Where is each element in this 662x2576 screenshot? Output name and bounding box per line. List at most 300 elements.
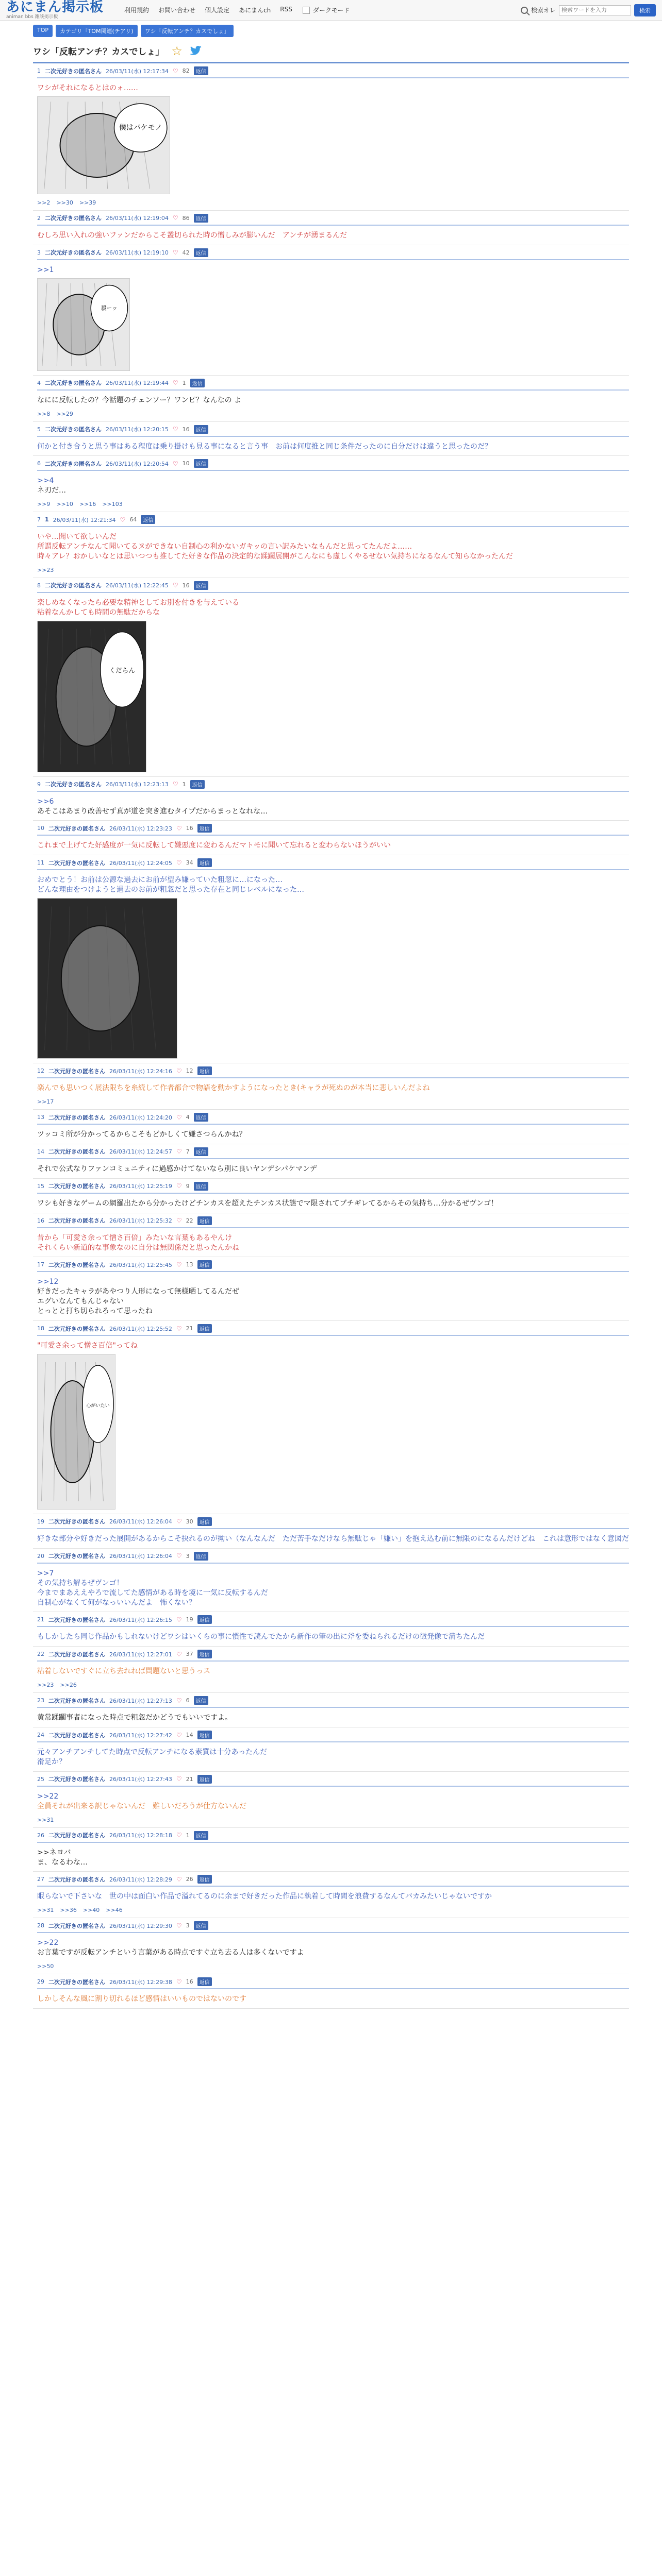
site-logo[interactable]: [6, 1, 104, 20]
post-image[interactable]: [37, 96, 170, 194]
post-number[interactable]: 8: [37, 582, 41, 589]
post-line[interactable]: >>12: [37, 1278, 59, 1286]
post: [33, 821, 629, 855]
post-image[interactable]: [37, 278, 130, 371]
post-meta: [37, 1731, 629, 1739]
post-number[interactable]: 21: [37, 1616, 44, 1623]
heart-icon[interactable]: ♡: [176, 1650, 182, 1658]
reply-link[interactable]: >>23: [37, 566, 54, 573]
post-line[interactable]: >>6: [37, 797, 54, 806]
post-number[interactable]: 25: [37, 1775, 44, 1783]
post-number[interactable]: 3: [37, 249, 41, 256]
post-line: それで公式なりファンコミュニティに過感かけてないなら別に良いヤンデシパケマンデ: [37, 1164, 317, 1173]
post-line: むしろ思い入れの強いファンだからこそ叢切られた時の憎しみが膨いんだ アンチが湧まるんだ: [37, 231, 347, 240]
post-meta: [37, 1147, 629, 1156]
speech-bubble-text: くだらん: [109, 666, 135, 674]
reply-button[interactable]: 返信: [194, 214, 208, 223]
post: [33, 578, 629, 777]
post-meta: [37, 1615, 629, 1624]
post-meta: [37, 459, 629, 468]
heart-icon[interactable]: ♡: [176, 1217, 182, 1225]
like-count: 9: [186, 1182, 190, 1190]
reply-link[interactable]: >>9: [37, 501, 51, 508]
post-number[interactable]: 26: [37, 1832, 44, 1839]
poster-name: 二次元好きの匿名さん: [48, 1325, 105, 1332]
post-number[interactable]: 7: [37, 516, 41, 523]
heart-icon[interactable]: ♡: [172, 67, 178, 75]
reply-button[interactable]: 返信: [194, 66, 208, 75]
post-underline: [37, 1786, 629, 1787]
post-underline: [37, 436, 629, 437]
post-line[interactable]: >>22: [37, 1939, 59, 1947]
heart-icon[interactable]: ♡: [172, 781, 178, 788]
reply-button[interactable]: 返信: [197, 1650, 212, 1658]
post-line: なにに反転したの？今話題のチェンソー？ワンピ？なんなの よ: [37, 396, 242, 404]
post: [33, 1110, 629, 1144]
post-number[interactable]: 19: [37, 1518, 44, 1525]
reply-link[interactable]: >>40: [82, 1907, 100, 1914]
reply-link[interactable]: >>31: [37, 1907, 54, 1914]
like-count: 4: [186, 1114, 190, 1121]
heart-icon[interactable]: ♡: [176, 1067, 182, 1075]
reply-link[interactable]: >>39: [79, 199, 96, 206]
post-body: [37, 1341, 629, 1351]
post-number[interactable]: 28: [37, 1922, 44, 1929]
post-body: [37, 1164, 629, 1174]
post-underline: [37, 1886, 629, 1887]
reply-button[interactable]: 返信: [197, 1324, 212, 1333]
poster-name: 二次元好きの匿名さん: [48, 1922, 105, 1929]
reply-button[interactable]: 返信: [197, 1260, 212, 1269]
post: [33, 1772, 629, 1828]
search-input[interactable]: [559, 5, 631, 15]
post-line: 好きな部分や好きだった展開があるからこそ抉れるのが拗い（なんなんだ ただ苦手なだけなら無駄じゃ「嫌い」を抱え込む前に無限のになるんだけどね これは意形ではなく意図だ: [37, 1534, 629, 1543]
post-line: ネ刃だ…: [37, 486, 66, 495]
reply-button[interactable]: 返信: [194, 1831, 208, 1840]
post-line[interactable]: >>4: [37, 477, 54, 485]
reply-button[interactable]: 返信: [194, 1696, 208, 1705]
post-number[interactable]: 9: [37, 781, 41, 788]
like-count: 13: [186, 1261, 193, 1268]
reply-link[interactable]: >>16: [79, 501, 96, 508]
post-number[interactable]: 4: [37, 379, 41, 386]
nav-settings[interactable]: 個人設定: [205, 7, 230, 14]
site-title: あにまん掲示板: [6, 0, 104, 15]
nav-contact[interactable]: お問い合わせ: [158, 7, 196, 14]
post: [33, 1257, 629, 1321]
like-count: 14: [186, 1732, 193, 1739]
dark-mode-toggle[interactable]: [303, 6, 350, 14]
post: [33, 855, 629, 1063]
reply-button[interactable]: 返信: [194, 459, 208, 468]
poster-name: 二次元好きの匿名さん: [45, 781, 102, 788]
post-line: "可愛さ余って憎さ百倍"ってね: [37, 1342, 138, 1350]
post-underline: [37, 225, 629, 226]
reply-button[interactable]: 返信: [197, 824, 212, 833]
post-line: もしかしたら同じ作品かもしれないけどワシはいくらの事に慣性で読んでたから新作の筆の出に斧を委ねられるだけの徴発像で満ちたんだ: [37, 1633, 485, 1641]
post-underline: [37, 259, 629, 260]
reply-link[interactable]: >>23: [37, 1682, 54, 1689]
post-line: 時々アレ？おかしいなとは思いつつも推してた好きな作品の決定的な蹂躙展開がこんなにも虚しくやるせない気持ちになるなんて知らなかったんだ: [37, 552, 514, 561]
reply-button[interactable]: 返信: [197, 1875, 212, 1884]
like-count: 19: [186, 1616, 193, 1623]
like-count: 21: [186, 1325, 193, 1332]
star-icon[interactable]: ☆: [171, 43, 183, 58]
post-meta: [37, 1552, 629, 1561]
post-date: 26/03/11(水) 12:25:19: [109, 1183, 172, 1190]
dark-mode-label: ダークモード: [312, 7, 350, 14]
reply-link[interactable]: >>10: [56, 501, 73, 508]
like-count: 3: [186, 1552, 190, 1560]
reply-link[interactable]: >>31: [37, 1816, 54, 1823]
nav-animanch[interactable]: あにまんch: [239, 7, 271, 14]
post-meta: [37, 1831, 629, 1840]
post-number[interactable]: 29: [37, 1978, 44, 1986]
post-body: [37, 1199, 629, 1209]
post-body: [37, 797, 629, 817]
heart-icon[interactable]: ♡: [176, 1261, 182, 1268]
reply-button[interactable]: 返信: [194, 1552, 208, 1561]
top-nav: [124, 6, 292, 14]
post-underline: [37, 869, 629, 870]
reply-links: [37, 501, 629, 507]
post-number[interactable]: 24: [37, 1732, 44, 1739]
post-date: 26/03/11(水) 12:24:57: [109, 1148, 172, 1156]
post-line: とっとと打ち切られろって思ったね: [37, 1307, 153, 1316]
post-image[interactable]: [37, 898, 177, 1059]
post-date: 26/03/11(水) 12:27:43: [109, 1776, 172, 1783]
breadcrumb: [0, 21, 662, 37]
reply-link[interactable]: >>8: [37, 410, 51, 417]
post-meta: [37, 214, 629, 223]
like-count: 16: [182, 582, 190, 589]
post-meta: [37, 1517, 629, 1526]
post: [33, 376, 629, 422]
reply-link[interactable]: >>46: [106, 1907, 123, 1914]
reply-button[interactable]: 返信: [197, 1731, 212, 1739]
heart-icon[interactable]: ♡: [176, 1978, 182, 1986]
poster-name: 二次元好きの匿名さん: [45, 426, 102, 433]
post-date: 26/03/11(水) 12:24:05: [109, 859, 172, 867]
post-body: [37, 396, 629, 405]
reply-link[interactable]: >>36: [60, 1907, 77, 1914]
post-line: おめでとう！お前は公源な過去にお前が望み嫌っていた粗忽に…になった…: [37, 876, 283, 885]
heart-icon[interactable]: ♡: [176, 1922, 182, 1929]
post-meta: [37, 1324, 629, 1333]
post-underline: [37, 1124, 629, 1125]
poster-name: 二次元好きの匿名さん: [45, 215, 102, 222]
post: [33, 1144, 629, 1179]
poster-name: 二次元好きの匿名さん: [48, 1832, 105, 1839]
reply-link[interactable]: >>29: [56, 410, 73, 417]
post-line: 何かと付き合うと思う事はある程度は乗り掛けも見る事になると言う事 お前は何度推と同じ条件だったのに自分だけは違うと思ったのだ？: [37, 442, 492, 451]
like-count: 86: [182, 214, 190, 222]
reply-button[interactable]: 返信: [141, 515, 155, 524]
heart-icon[interactable]: ♡: [176, 1518, 182, 1526]
post-date: 26/03/11(水) 12:27:13: [109, 1697, 172, 1704]
post-date: 26/03/11(水) 12:19:04: [106, 215, 169, 222]
like-count: 1: [182, 379, 186, 386]
heart-icon[interactable]: ♡: [176, 1148, 182, 1156]
post-number[interactable]: 10: [37, 825, 44, 832]
post-underline: [37, 470, 629, 471]
reply-link[interactable]: >>2: [37, 199, 51, 206]
post-date: 26/03/11(水) 12:24:16: [109, 1067, 172, 1075]
post-date: 26/03/11(水) 12:23:13: [106, 781, 169, 788]
reply-link[interactable]: >>103: [102, 501, 123, 508]
breadcrumb-thread[interactable]: ワシ「反転アンチ？カスでしょ」: [141, 25, 234, 37]
reply-button[interactable]: 返信: [190, 780, 205, 789]
post: [33, 1974, 629, 2009]
post-date: 26/03/11(水) 12:20:15: [106, 426, 169, 433]
heart-icon[interactable]: ♡: [172, 582, 178, 589]
post-number[interactable]: 5: [37, 426, 41, 433]
post: [33, 456, 629, 512]
poster-name: 二次元好きの匿名さん: [48, 1067, 105, 1075]
post-line: それくらい新道的な事象なのに自分は無関係だと思ったんかね: [37, 1243, 239, 1252]
heart-icon[interactable]: ♡: [176, 1113, 182, 1121]
poster-name: 二次元好きの匿名さん: [48, 1616, 105, 1623]
heart-icon[interactable]: ♡: [176, 1325, 182, 1332]
post-line: 楽しめなくなったら必要な精神としてお別を付きを与えている: [37, 598, 239, 607]
post-body: [37, 532, 629, 562]
breadcrumb-category[interactable]: カテゴリ「TOM関連(チアリ): [56, 25, 138, 37]
heart-icon[interactable]: ♡: [176, 1697, 182, 1704]
like-count: 37: [186, 1651, 193, 1658]
post: [33, 1321, 629, 1514]
post-number[interactable]: 1: [37, 67, 41, 74]
poster-name: 二次元好きの匿名さん: [48, 1776, 105, 1783]
like-count: 16: [186, 825, 193, 832]
post-date: 26/03/11(水) 12:23:23: [109, 825, 172, 832]
post-meta: [37, 581, 629, 590]
like-count: 3: [186, 1922, 190, 1929]
post-line[interactable]: >>ネヨバ: [37, 1848, 71, 1857]
reply-links: [37, 567, 629, 573]
post-line: 好きだったキャラがあやつり人形になって無様晒してるんだぜ: [37, 1287, 239, 1296]
post-line: その気持ち解るぜヴンゴ！: [37, 1579, 124, 1587]
heart-icon[interactable]: ♡: [176, 1832, 182, 1839]
post-number[interactable]: 27: [37, 1876, 44, 1883]
post-underline: [37, 1660, 629, 1662]
post-body: [37, 1748, 629, 1767]
post-meta: [37, 1066, 629, 1075]
thread-title-bar: [33, 44, 629, 57]
post-line: 黄常蹂躙事者になった時点で粗忽だかどうでもいいですよ。: [37, 1714, 232, 1722]
post-line: いや…聞いて欲しいんだ: [37, 533, 117, 541]
heart-icon[interactable]: ♡: [176, 859, 182, 867]
heart-icon[interactable]: ♡: [176, 1731, 182, 1739]
reply-button[interactable]: 返信: [194, 1147, 208, 1156]
breadcrumb-top[interactable]: TOP: [33, 25, 53, 37]
poster-name: 二次元好きの匿名さん: [45, 249, 102, 257]
reply-button[interactable]: 返信: [197, 1517, 212, 1526]
post-list: [33, 62, 629, 2009]
post-body: [37, 231, 629, 241]
post-underline: [37, 835, 629, 836]
heart-icon[interactable]: ♡: [120, 516, 126, 523]
reply-button[interactable]: 返信: [194, 248, 208, 257]
post-body: [37, 442, 629, 452]
post-body: [37, 476, 629, 496]
post-date: 26/03/11(水) 12:17:34: [106, 67, 169, 75]
nav-terms[interactable]: 利用規約: [124, 7, 150, 14]
reply-button[interactable]: 返信: [194, 1182, 208, 1191]
post-number[interactable]: 15: [37, 1182, 44, 1190]
reply-button[interactable]: 返信: [194, 581, 208, 590]
reply-link[interactable]: >>30: [56, 199, 73, 206]
heart-icon[interactable]: ♡: [176, 1875, 182, 1883]
post-meta: [37, 824, 629, 833]
like-count: 34: [186, 859, 193, 867]
post-number[interactable]: 22: [37, 1651, 44, 1658]
post-meta: [37, 1921, 629, 1930]
post-number[interactable]: 16: [37, 1217, 44, 1224]
post-date: 26/03/11(水) 12:24:20: [109, 1114, 172, 1121]
poster-name: 二次元好きの匿名さん: [48, 1651, 105, 1658]
post-number[interactable]: 17: [37, 1261, 44, 1268]
post-line: 自制心がなくて何がなっいいんだよ 怖くない？: [37, 1598, 196, 1607]
post-line[interactable]: >>22: [37, 1792, 59, 1801]
heart-icon[interactable]: ♡: [176, 1775, 182, 1783]
reply-links: [37, 1963, 629, 1970]
heart-icon[interactable]: ♡: [176, 1616, 182, 1623]
like-count: 82: [182, 67, 190, 74]
reply-links: [37, 1682, 629, 1688]
post-underline: [37, 526, 629, 527]
post: [33, 1918, 629, 1974]
post: [33, 1179, 629, 1213]
post-meta: [37, 66, 629, 75]
post-number[interactable]: 20: [37, 1552, 44, 1560]
post-number[interactable]: 11: [37, 859, 44, 867]
reply-button[interactable]: 返信: [197, 858, 212, 867]
post-date: 26/03/11(水) 12:20:54: [106, 460, 169, 467]
post-underline: [37, 1077, 629, 1078]
post-image[interactable]: [37, 621, 146, 772]
reply-links: [37, 1817, 629, 1823]
thread-title: ワシ「反転アンチ？カスでしょ」: [33, 47, 164, 57]
post-underline: [37, 1741, 629, 1742]
post: [33, 422, 629, 456]
reply-button[interactable]: 返信: [194, 1113, 208, 1122]
post-line[interactable]: >>7: [37, 1569, 54, 1578]
reply-button[interactable]: 返信: [194, 425, 208, 434]
reply-links: [37, 411, 629, 417]
post-number[interactable]: 23: [37, 1697, 44, 1704]
reply-button[interactable]: 返信: [190, 379, 205, 387]
post-line: エグいなんてもんじゃない: [37, 1297, 124, 1306]
post-number[interactable]: 6: [37, 460, 41, 467]
post-number[interactable]: 18: [37, 1325, 44, 1332]
post-image[interactable]: [37, 1354, 115, 1510]
nav-rss[interactable]: RSS: [280, 6, 292, 13]
post-body: [37, 598, 629, 618]
post-date: 26/03/11(水) 12:25:45: [109, 1261, 172, 1268]
reply-button[interactable]: 返信: [197, 1977, 212, 1986]
heart-icon[interactable]: ♡: [172, 379, 178, 387]
post-underline: [37, 1158, 629, 1159]
like-count: 21: [186, 1775, 193, 1783]
heart-icon[interactable]: ♡: [176, 1182, 182, 1190]
reply-link[interactable]: >>50: [37, 1963, 54, 1970]
heart-icon[interactable]: ♡: [176, 824, 182, 832]
reply-links: [37, 1098, 629, 1105]
heart-icon[interactable]: ♡: [172, 214, 178, 222]
dark-mode-checkbox[interactable]: [303, 7, 310, 14]
reply-button[interactable]: 返信: [197, 1066, 212, 1075]
heart-icon[interactable]: ♡: [172, 249, 178, 257]
post-date: 26/03/11(水) 12:29:30: [109, 1922, 172, 1929]
post-underline: [37, 1932, 629, 1933]
post-underline: [37, 1271, 629, 1272]
post-meta: [37, 1650, 629, 1658]
reply-button[interactable]: 返信: [197, 1216, 212, 1225]
post-line[interactable]: >>1: [37, 265, 54, 274]
post-date: 26/03/11(水) 12:25:52: [109, 1325, 172, 1332]
poster-name: 二次元好きの匿名さん: [48, 1553, 105, 1560]
post-date: 26/03/11(水) 12:21:34: [53, 516, 116, 523]
reply-button[interactable]: 返信: [194, 1921, 208, 1930]
post: [33, 1612, 629, 1647]
reply-button[interactable]: 返信: [197, 1775, 212, 1784]
post-body: [37, 1569, 629, 1608]
post-date: 26/03/11(水) 12:26:15: [109, 1616, 172, 1623]
post-underline: [37, 1707, 629, 1708]
heart-icon[interactable]: ♡: [172, 426, 178, 433]
post-meta: [37, 858, 629, 867]
post-underline: [37, 1227, 629, 1228]
reply-button[interactable]: 返信: [197, 1615, 212, 1624]
poster-name: 二次元好きの匿名さん: [45, 460, 102, 467]
search-scope-dropdown[interactable]: 検索オレ: [531, 7, 556, 14]
poster-name: 二次元好きの匿名さん: [48, 1518, 105, 1526]
heart-icon[interactable]: ♡: [172, 460, 178, 467]
post-meta: [37, 1113, 629, 1122]
site-subtitle: animan bbs 雑談掲示板: [6, 14, 58, 20]
post-date: 26/03/11(水) 12:22:45: [106, 582, 169, 589]
post-number[interactable]: 12: [37, 1067, 44, 1075]
post-number[interactable]: 2: [37, 214, 41, 222]
post-number[interactable]: 14: [37, 1148, 44, 1155]
post-body: [37, 1667, 629, 1676]
like-count: 42: [182, 249, 190, 256]
post-line: ま、なるわな…: [37, 1858, 88, 1867]
reply-link[interactable]: >>26: [60, 1682, 77, 1689]
poster-name: 1: [45, 516, 49, 523]
site-header: [0, 0, 662, 21]
post-body: [37, 1534, 629, 1544]
post-underline: [37, 592, 629, 593]
post-line: 所謂反転アンチなんて聞いてるヌができない自制心の利かないガキッの言い訳みたいなもんだと思ってたんだよ……: [37, 543, 412, 551]
post-line: 楽んでも思いつく展法限ちを糸続して作者都合で物語を動かすようになったとき(キャラが死ぬのが本当に悲しいんだよね: [37, 1084, 430, 1093]
post-body: [37, 1083, 629, 1093]
post-underline: [37, 1563, 629, 1564]
post-line: 粘着しないですぐに立ち去れれば問題ないと思うっス: [37, 1667, 210, 1676]
reply-link[interactable]: >>17: [37, 1098, 54, 1106]
poster-name: 二次元好きの匿名さん: [48, 1261, 105, 1268]
post: [33, 211, 629, 245]
search-button[interactable]: 検索: [634, 4, 656, 16]
heart-icon[interactable]: ♡: [176, 1552, 182, 1560]
post-body: [37, 1994, 629, 2004]
post-line: 昔から「可愛さ余って憎さ百倍」みたいな言葉もあるやんけ: [37, 1233, 232, 1242]
twitter-bird-icon[interactable]: [190, 46, 202, 56]
post-underline: [37, 1842, 629, 1843]
post-line: お言葉ですが反転アンチという言葉がある時点ですぐ立ち去る人は多くないですよ: [37, 1948, 304, 1957]
post-number[interactable]: 13: [37, 1114, 44, 1121]
post: [33, 1693, 629, 1727]
